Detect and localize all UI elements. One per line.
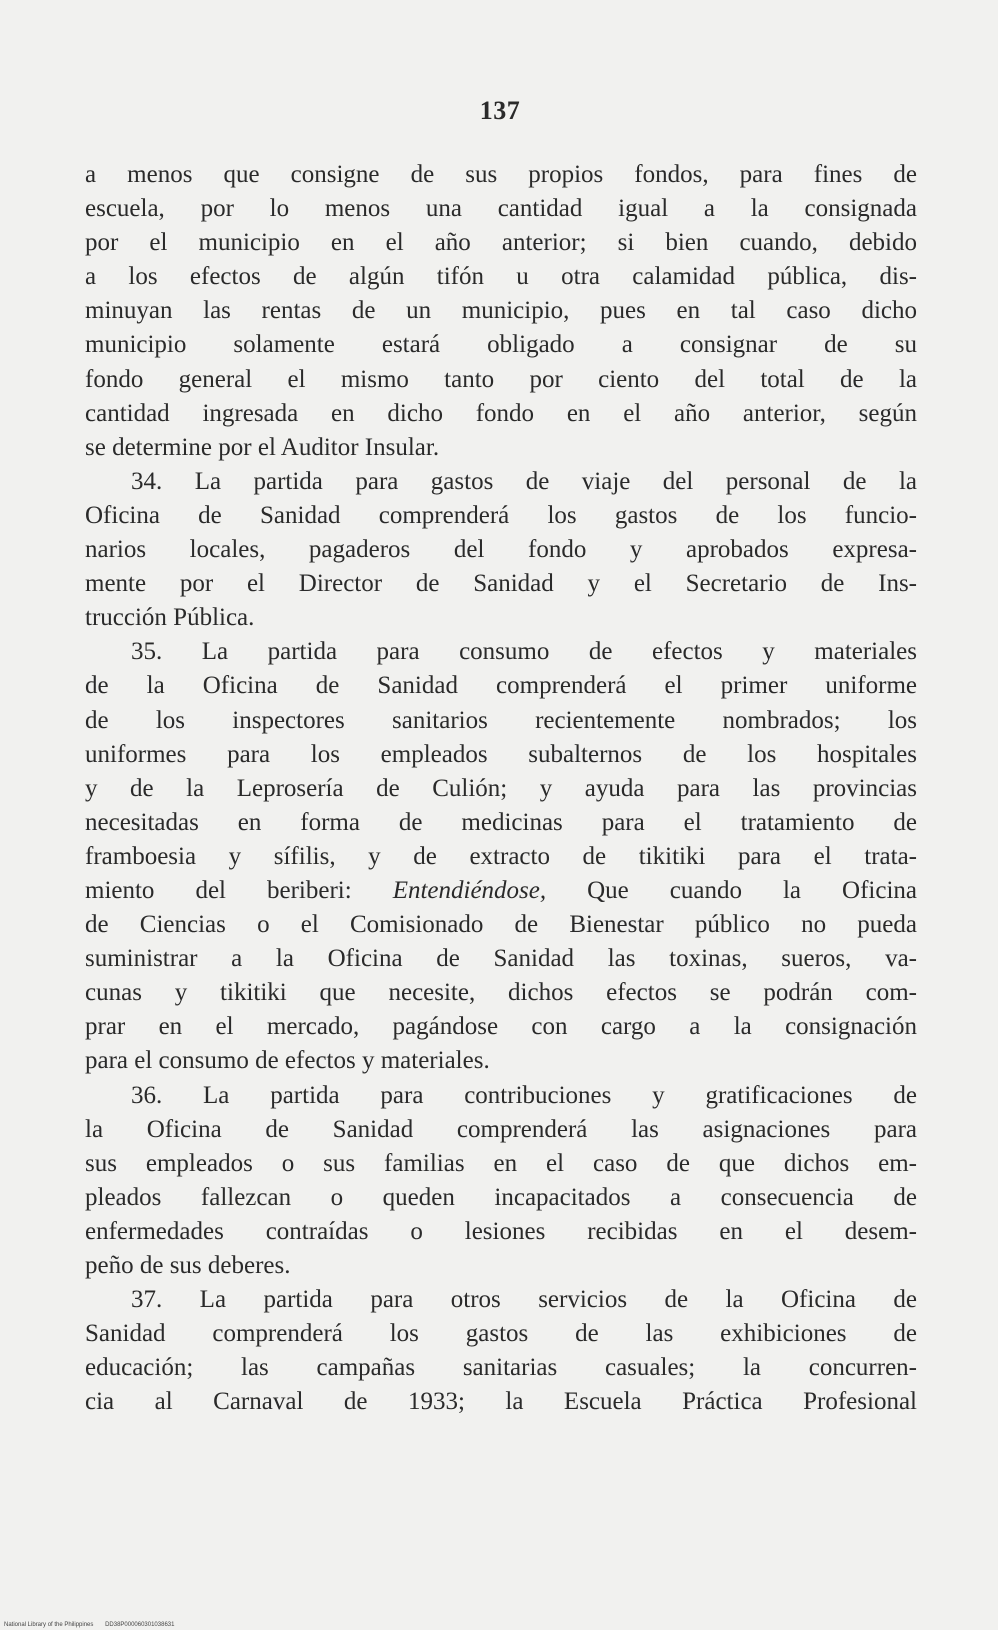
text-line: cantidad ingresada en dicho fondo en el año anterior, según bbox=[85, 399, 917, 427]
text-line: 35. La partida para consumo de efectos y materiales bbox=[131, 638, 917, 666]
text-line: peño de sus deberes. bbox=[85, 1252, 291, 1279]
footer bbox=[4, 1622, 184, 1628]
text-line: trucción Pública. bbox=[85, 604, 255, 632]
text-line: 34. La partida para gastos de viaje del personal de la bbox=[131, 467, 917, 495]
text-line: enfermedades contraídas o lesiones recibidas en el desem- bbox=[85, 1217, 917, 1245]
text-line: la Oficina de Sanidad comprenderá las asignaciones para bbox=[85, 1115, 917, 1143]
text-line: educación; las campañas sanitarias casuales; la concurren- bbox=[85, 1354, 917, 1382]
text-line: por el municipio en el año anterior; si bien cuando, debido bbox=[85, 229, 917, 257]
text-line: necesitadas en forma de medicinas para el tratamiento de bbox=[85, 808, 917, 836]
text-segment: Que cuando la Oficina bbox=[546, 876, 917, 904]
text-line: se determine por el Auditor Insular. bbox=[85, 433, 440, 461]
text-line: escuela, por lo menos una cantidad igual a la consignada bbox=[85, 195, 917, 223]
text-line: mente por el Director de Sanidad y el Secretario de Ins- bbox=[85, 570, 917, 598]
text-line: 36. La partida para contribuciones y gratificaciones de bbox=[131, 1081, 917, 1109]
text-line: de la Oficina de Sanidad comprenderá el primer uniforme bbox=[85, 672, 917, 700]
text-line: cunas y tikitiki que necesite, dichos efectos se podrán com- bbox=[85, 979, 917, 1007]
text-line: a menos que consigne de sus propios fondos, para fines de bbox=[85, 161, 917, 188]
text-line: prar en el mercado, pagándose con cargo a la consignación bbox=[85, 1013, 917, 1041]
text-line: y de la Leprosería de Culión; y ayuda para las provincias bbox=[85, 774, 917, 802]
text-line bbox=[85, 874, 917, 908]
text-line: suministrar a la Oficina de Sanidad las toxinas, sueros, va- bbox=[85, 945, 917, 973]
document-body bbox=[85, 158, 917, 1419]
text-line: para el consumo de efectos y materiales. bbox=[85, 1047, 490, 1075]
italic-term: Entendiéndose, bbox=[392, 876, 547, 904]
text-line: Sanidad comprenderá los gastos de las exhibiciones de bbox=[85, 1320, 917, 1348]
footer-code: DD38P000060301038631 bbox=[105, 1622, 175, 1628]
text-line: framboesia y sífilis, y de extracto de tikitiki para el trata- bbox=[85, 842, 917, 870]
text-line: fondo general el mismo tanto por ciento del total de la bbox=[85, 365, 917, 393]
text-line: municipio solamente estará obligado a consignar de su bbox=[85, 331, 917, 359]
text-segment: miento del beriberi: bbox=[85, 876, 393, 904]
text-line: uniformes para los empleados subalternos de los hospitales bbox=[85, 740, 917, 768]
text-line: de Ciencias o el Comisionado de Bienestar público no pueda bbox=[85, 911, 917, 939]
text-line: cia al Carnaval de 1933; la Escuela Práctica Profesional bbox=[85, 1388, 917, 1416]
text-line: Oficina de Sanidad comprenderá los gastos de los funcio- bbox=[85, 501, 917, 529]
text-line: de los inspectores sanitarios recientemente nombrados; los bbox=[85, 706, 917, 734]
text-line: sus empleados o sus familias en el caso de que dichos em- bbox=[85, 1149, 917, 1177]
text-line: a los efectos de algún tifón u otra calamidad pública, dis- bbox=[85, 263, 917, 291]
text-line: 37. La partida para otros servicios de la Oficina de bbox=[131, 1286, 917, 1314]
text-line: minuyan las rentas de un municipio, pues en tal caso dicho bbox=[85, 297, 917, 325]
page-number: 137 bbox=[479, 96, 521, 125]
text-line: narios locales, pagaderos del fondo y aprobados expresa- bbox=[85, 536, 917, 564]
footer-library: National Library of the Philippines bbox=[4, 1622, 94, 1628]
text-line: pleados fallezcan o queden incapacitados a consecuencia de bbox=[85, 1183, 917, 1211]
